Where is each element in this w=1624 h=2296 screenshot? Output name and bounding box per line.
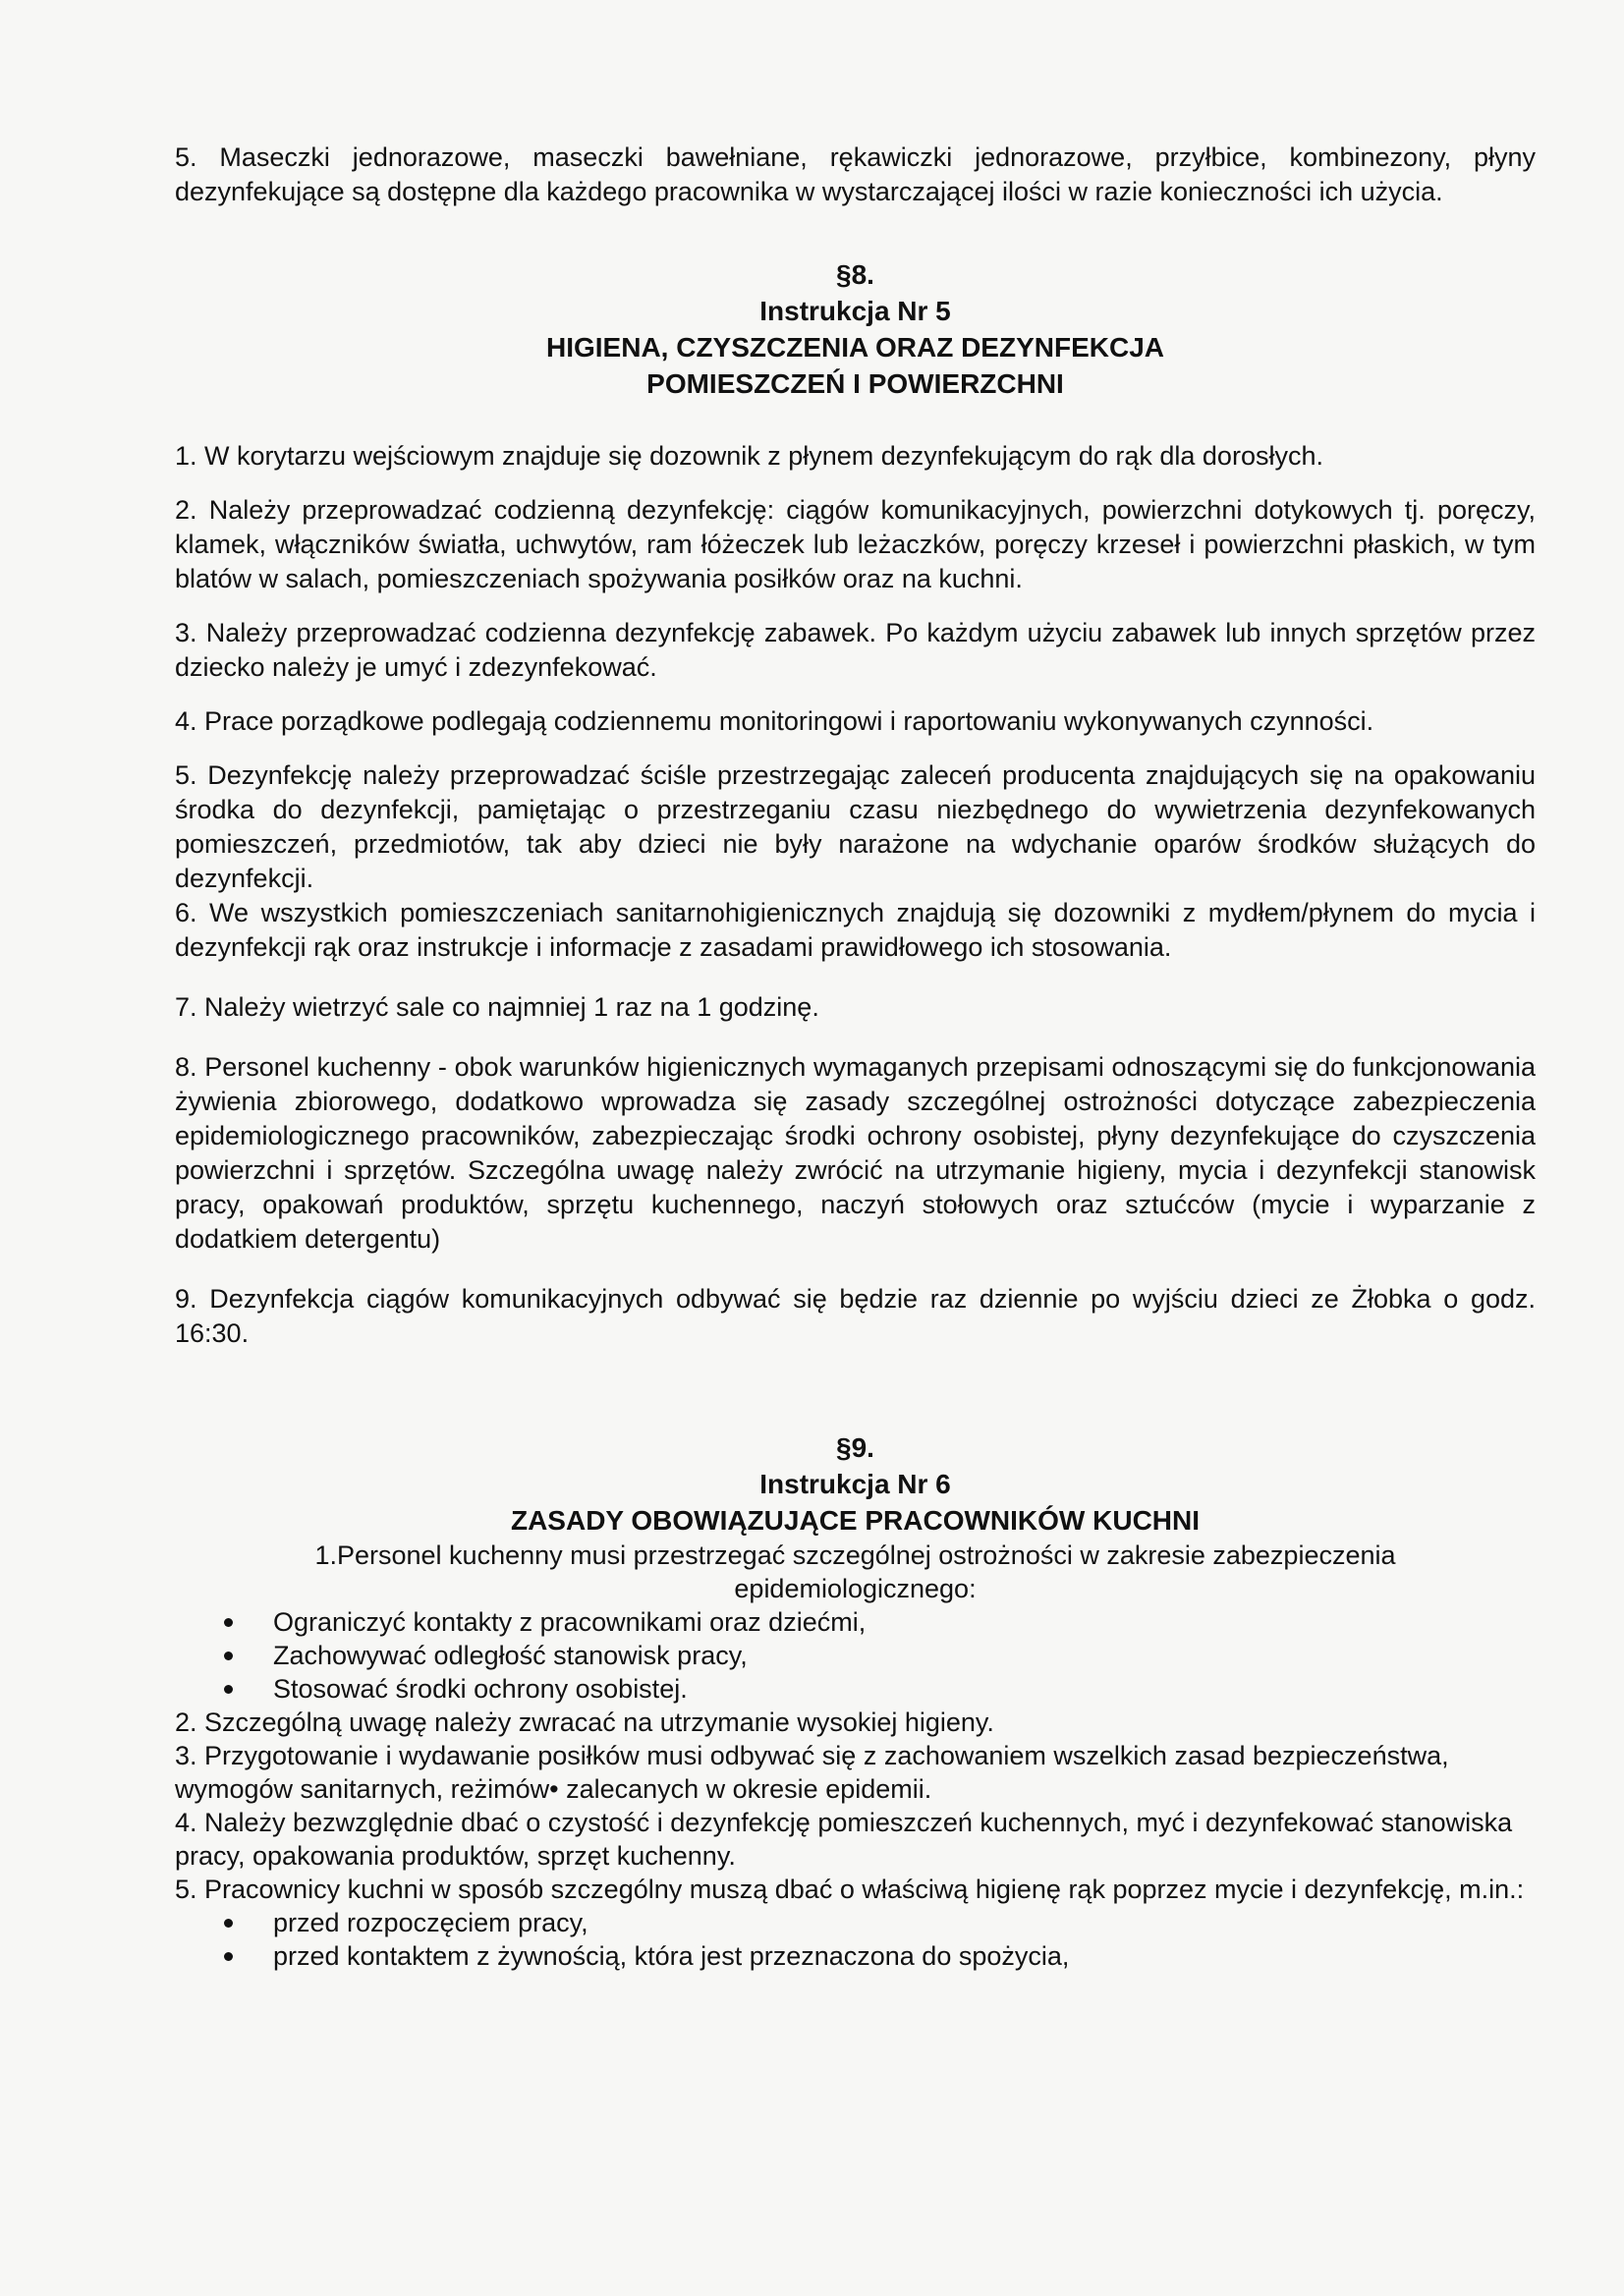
bullet-text: Zachowywać odległość stanowisk pracy, xyxy=(273,1641,748,1670)
bullet-dot-icon xyxy=(224,1919,233,1928)
bullet-dot-icon xyxy=(224,1685,233,1694)
section-8-item-1: 1. W korytarzu wejściowym znajduje się dozownik z płynem dezynfekującym do rąk dla dorosłych. xyxy=(175,441,1323,471)
page-content xyxy=(175,140,1536,1973)
section-8-number: §8. xyxy=(836,259,874,290)
section-9-item-4: 4. Należy bezwzględnie dbać o czystość i dezynfekcję pomieszczeń kuchennych, myć i dezynfekować stanowiska pracy, opakowania produktów, sprzęt kuchenny. xyxy=(175,1808,1513,1871)
section-9-item-5: 5. Pracownicy kuchni w sposób szczególny muszą dbać o właściwą higienę rąk poprzez mycie i dezynfekcję, m.in.: xyxy=(175,1875,1525,1904)
section-8-item-3: 3. Należy przeprowadzać codzienna dezynfekcję zabawek. Po każdym użyciu zabawek lub innych sprzętów przez dziecko należy je umyć i zdezynfekować. xyxy=(175,618,1536,682)
section-9-item-5-bullets xyxy=(175,1906,1536,1973)
section-8-item-2: 2. Należy przeprowadzać codzienną dezynfekcję: ciągów komunikacyjnych, powierzchni dotykowych tj. poręczy, klamek, włączników światła, uchwytów, ram łóżeczek lub leżaczków, poręczy krzeseł i powierzchni płaskich, w tym blatów w salach, pomieszczeniach spożywania posiłków oraz na kuchni. xyxy=(175,495,1536,593)
section-9 xyxy=(175,1429,1536,1973)
bullet-text: przed rozpoczęciem pracy, xyxy=(273,1908,588,1937)
top-item-5: 5. Maseczki jednorazowe, maseczki bawełniane, rękawiczki jednorazowe, przyłbice, kombinezony, płyny dezynfekujące są dostępne dla każdego pracownika w wystarczającej ilości w razie konieczności ich użycia. xyxy=(175,142,1536,206)
section-9-item-1-line2: epidemiologicznego: xyxy=(734,1574,977,1603)
bullet-text: Stosować środki ochrony osobistej. xyxy=(273,1674,688,1704)
bullet-item xyxy=(175,1672,1536,1706)
section-9-title: ZASADY OBOWIĄZUJĄCE PRACOWNIKÓW KUCHNI xyxy=(510,1505,1201,1536)
bullet-dot-icon xyxy=(224,1618,233,1627)
section-8-item-6: 6. We wszystkich pomieszczeniach sanitarnohigienicznych znajdują się dozowniki z mydłem/płynem do mycia i dezynfekcji rąk oraz instrukcje i informacje z zasadami prawidłowego ich stosowania. xyxy=(175,898,1536,962)
section-8 xyxy=(175,256,1536,1351)
bullet-dot-icon xyxy=(224,1652,233,1660)
section-9-item-1-line1: 1.Personel kuchenny musi przestrzegać szczególnej ostrożności w zakresie zabezpieczenia xyxy=(314,1540,1396,1570)
section-9-item-3: 3. Przygotowanie i wydawanie posiłków musi odbywać się z zachowaniem wszelkich zasad bezpieczeństwa, wymogów sanitarnych, reżimów• zalecanych w okresie epidemii. xyxy=(175,1741,1449,1804)
section-9-number: §9. xyxy=(836,1432,874,1463)
section-8-title-line1: HIGIENA, CZYSZCZENIA ORAZ DEZYNFEKCJA xyxy=(546,332,1164,363)
section-8-item-5: 5. Dezynfekcję należy przeprowadzać ściśle przestrzegając zaleceń producenta znajdujących się na opakowaniu środka do dezynfekcji, pamiętając o przestrzeganiu czasu niezbędnego do wywietrzenia dezynfekowanych pomieszczeń, przedmiotów, tak aby dzieci nie były narażone na wdychanie oparów środków służących do dezynfekcji. xyxy=(175,760,1536,893)
section-9-item-2: 2. Szczególną uwagę należy zwracać na utrzymanie wysokiej higieny. xyxy=(175,1708,994,1737)
section-8-instruction: Instrukcja Nr 5 xyxy=(759,296,951,326)
section-8-item-7: 7. Należy wietrzyć sale co najmniej 1 raz na 1 godzinę. xyxy=(175,992,819,1022)
bullet-item xyxy=(175,1639,1536,1672)
bullet-dot-icon xyxy=(224,1952,233,1961)
section-8-item-9: 9. Dezynfekcja ciągów komunikacyjnych odbywać się będzie raz dziennie po wyjściu dzieci ze Żłobka o godz. 16:30. xyxy=(175,1284,1536,1348)
section-8-title-line2: POMIESZCZEŃ I POWIERZCHNI xyxy=(646,368,1064,399)
bullet-item xyxy=(175,1605,1536,1639)
section-8-item-4: 4. Prace porządkowe podlegają codziennemu monitoringowi i raportowaniu wykonywanych czynności. xyxy=(175,706,1374,736)
bullet-item xyxy=(175,1906,1536,1939)
bullet-text: Ograniczyć kontakty z pracownikami oraz dziećmi, xyxy=(273,1607,867,1637)
bullet-item xyxy=(175,1939,1536,1973)
section-9-instruction: Instrukcja Nr 6 xyxy=(759,1469,951,1499)
bullet-text: przed kontaktem z żywnością, która jest przeznaczona do spożycia, xyxy=(273,1941,1070,1971)
section-9-item-1-bullets xyxy=(175,1605,1536,1706)
section-8-item-8: 8. Personel kuchenny - obok warunków higienicznych wymaganych przepisami odnoszącymi się do funkcjonowania żywienia zbiorowego, dodatkowo wprowadza się zasady szczególnej ostrożności dotyczące zabezpieczenia epidemiologicznego pracowników, zabezpieczając środki ochrony osobistej, płyny dezynfekujące do czyszczenia powierzchni i sprzętów. Szczególna uwagę należy zwrócić na utrzymanie higieny, mycia i dezynfekcji stanowisk pracy, opakowań produktów, sprzętu kuchennego, naczyń stołowych oraz sztućców (mycie i wyparzanie z dodatkiem detergentu) xyxy=(175,1052,1536,1254)
